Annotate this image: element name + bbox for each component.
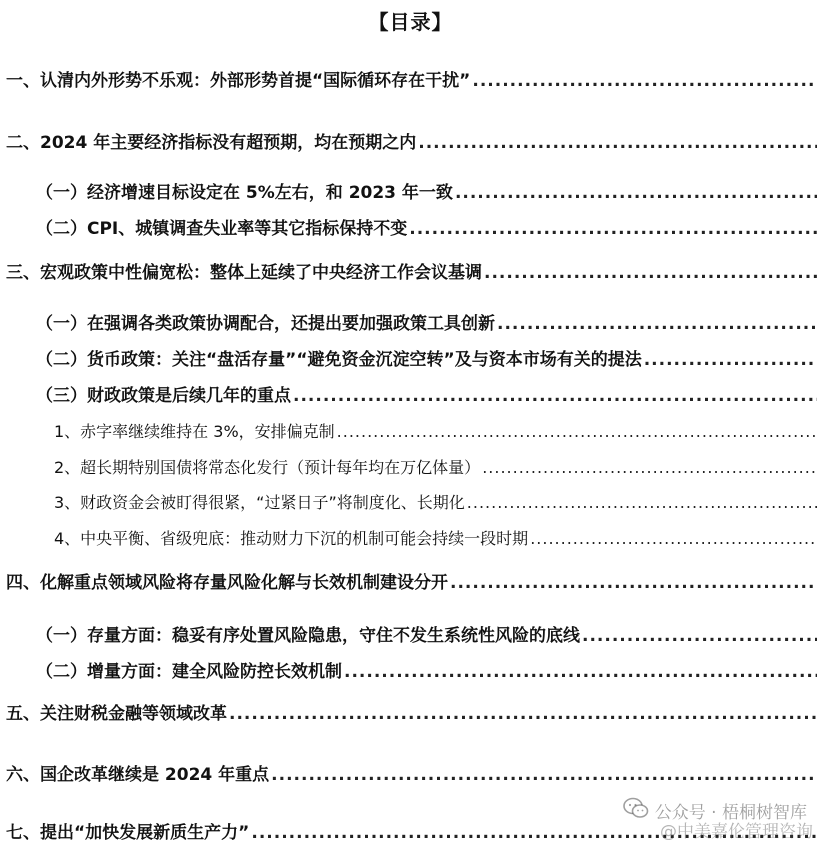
toc-entry-text: 二、2024 年主要经济指标没有超预期，均在预期之内 (6, 133, 417, 153)
toc-entry-section-5[interactable] (6, 699, 817, 724)
toc-entry-text: 一、认清内外形势不乐观：外部形势首提“国际循环存在干扰” (6, 71, 471, 91)
wechat-icon (623, 797, 649, 824)
dot-leader (409, 219, 817, 239)
dot-leader (337, 422, 817, 441)
dot-leader (582, 626, 817, 646)
toc-entry-text: 六、国企改革继续是 2024 年重点 (6, 765, 270, 785)
dot-leader (229, 704, 817, 724)
toc-entry-text: 七、提出“加快发展新质生产力” (6, 823, 250, 843)
dot-leader (271, 765, 817, 785)
toc-entry-section-1[interactable] (6, 66, 817, 91)
toc-entry-4-2[interactable] (36, 657, 817, 682)
watermark-handle: @中美嘉伦管理咨询 (660, 822, 813, 842)
toc-entry-3-1[interactable] (36, 309, 817, 334)
toc-entry-2-1[interactable] (36, 178, 817, 203)
toc-entry-4-1[interactable] (36, 621, 817, 646)
toc-entry-text: （一）存量方面：稳妥有序处置风险隐患，守住不发生系统性风险的底线 (36, 626, 580, 646)
dot-leader (450, 573, 817, 593)
toc-entry-text: 3、财政资金会被盯得很紧，“过紧日子”将制度化、长期化 (54, 493, 465, 512)
toc-entry-3-3[interactable] (36, 381, 817, 406)
toc-entry-3-3-1[interactable] (54, 419, 817, 442)
toc-entry-text: 2、超长期特别国债将常态化发行（预计每年均在万亿体量） (54, 458, 481, 477)
dot-leader (482, 458, 817, 477)
dot-leader (644, 350, 817, 370)
dot-leader (467, 493, 817, 512)
toc-entry-3-3-3[interactable] (54, 490, 817, 513)
toc-entry-text: （二）货币政策：关注“盘活存量”“避免资金沉淀空转”及与资本市场有关的提法 (36, 350, 642, 370)
toc-entry-section-2[interactable] (6, 128, 817, 153)
toc-entry-text: （一）经济增速目标设定在 5%左右，和 2023 年一致 (36, 183, 453, 203)
dot-leader (344, 662, 817, 682)
dot-leader (455, 183, 817, 203)
dot-leader (484, 263, 817, 283)
toc-entry-text: （一）在强调各类政策协调配合，还提出要加强政策工具创新 (36, 314, 495, 334)
toc-title: 【目录】 (368, 10, 453, 34)
toc-entry-text: （二）增量方面：建全风险防控长效机制 (36, 662, 342, 682)
toc-entry-section-4[interactable] (6, 568, 817, 593)
watermark-account-name: 公众号 · 梧桐树智库 (654, 803, 807, 823)
toc-entry-text: 三、宏观政策中性偏宽松：整体上延续了中央经济工作会议基调 (6, 263, 482, 283)
dot-leader (418, 133, 817, 153)
toc-entry-section-3[interactable] (6, 258, 817, 283)
toc-entry-2-2[interactable] (36, 214, 817, 239)
toc-entry-3-2[interactable] (36, 345, 817, 370)
toc-entry-text: 4、中央平衡、省级兜底：推动财力下沉的机制可能会持续一段时期 (54, 529, 529, 548)
toc-entry-section-6[interactable] (6, 760, 817, 785)
toc-entry-text: 四、化解重点领域风险将存量风险化解与长效机制建设分开 (6, 573, 448, 593)
toc-entry-text: （二）CPI、城镇调查失业率等其它指标保持不变 (36, 219, 408, 239)
dot-leader (293, 386, 817, 406)
toc-entry-text: （三）财政政策是后续几年的重点 (36, 386, 291, 406)
toc-entry-text: 1、赤字率继续维持在 3%，安排偏克制 (54, 422, 335, 441)
dot-leader (472, 71, 817, 91)
toc-entry-3-3-2[interactable] (54, 455, 817, 478)
dot-leader (530, 529, 817, 548)
toc-entry-3-3-4[interactable] (54, 526, 817, 549)
dot-leader (497, 314, 817, 334)
toc-entry-text: 五、关注财税金融等领域改革 (6, 704, 227, 724)
